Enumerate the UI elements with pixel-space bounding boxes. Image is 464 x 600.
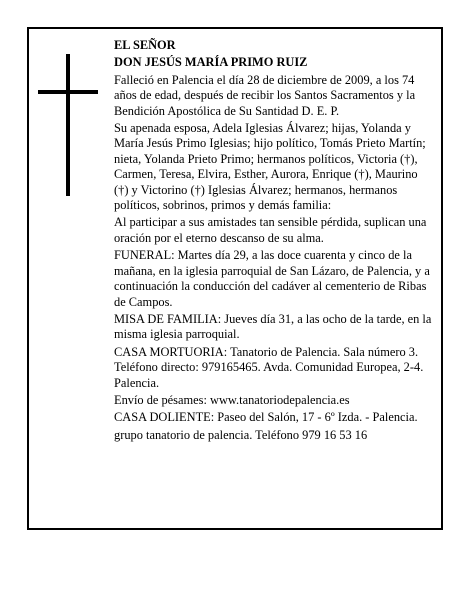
funeral-info: FUNERAL: Martes día 29, a las doce cuarenta y cinco de la mañana, en la iglesia parroquial de San Lázaro, de Palencia, y a continuación la conducción del cadáver al cementerio de Ribas de Campos. [114, 248, 430, 309]
funeral-home-contact: grupo tanatorio de palencia. Teléfono 979 16 53 16 [114, 427, 368, 442]
family-mass-info: MISA DE FAMILIA: Jueves día 31, a las ocho de la tarde, en la misma iglesia parroquial. [114, 311, 432, 342]
obituary-text [114, 38, 432, 445]
cross-horizontal-bar [38, 90, 98, 94]
family-list: Su apenada esposa, Adela Iglesias Álvarez; hijas, Yolanda y María Jesús Primo Iglesias; hijo político, Tomás Prieto Martín; nieta, Yolanda Prieto Primo; hermanos políticos, Victoria (†), Carmen, Teresa, Elvira, Esther, Aurora, Enrique (†), Maurino (†) y Victorino (†) Iglesias Álvarez; hermanos, hermanos políticos, sobrinos, primos y demás familia: [114, 121, 426, 213]
condolences-website: Envío de pésames: www.tanatoriodepalencia.es [114, 392, 350, 407]
death-announcement: Falleció en Palencia el día 28 de diciembre de 2009, a los 74 años de edad, después de recibir los Santos Sacramentos y la Bendición Apostólica de Su Santidad D. E. P. [114, 72, 416, 118]
title-line-1: EL SEÑOR [114, 38, 176, 52]
deceased-name: DON JESÚS MARÍA PRIMO RUIZ [114, 55, 308, 70]
mourning-house-info: CASA DOLIENTE: Paseo del Salón, 17 - 6º Izda. - Palencia. [114, 410, 418, 425]
mortuary-info: CASA MORTUORIA: Tanatorio de Palencia. Sala número 3. Teléfono directo: 979165465. Avda. Comunidad Europea, 2-4. Palencia. [114, 344, 424, 390]
prayer-request: Al participar a sus amistades tan sensible pérdida, suplican una oración por el eterno descanso de su alma. [114, 215, 427, 245]
cross-vertical-bar [66, 54, 70, 196]
